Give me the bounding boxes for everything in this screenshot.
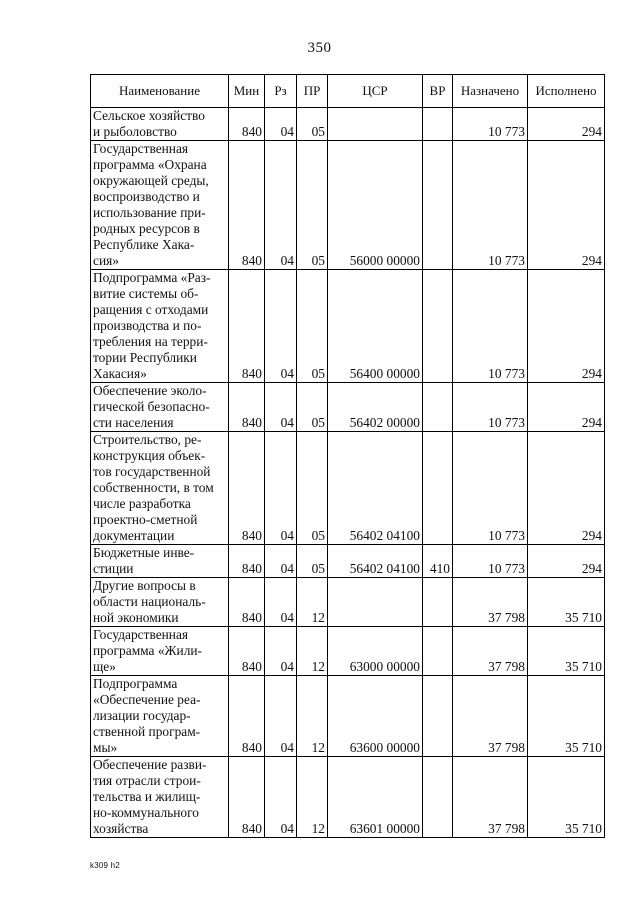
cell-executed: 294	[528, 383, 605, 432]
cell-executed: 35 710	[528, 676, 605, 757]
cell-min: 840	[229, 627, 265, 676]
cell-assigned: 37 798	[453, 578, 528, 627]
table-body	[91, 108, 605, 838]
cell-name: Подпрограмма «Раз- витие системы об- ращения с отходами производства и по- требления на терри- тории Республики Хакасия»	[91, 270, 229, 383]
cell-pr: 12	[297, 578, 328, 627]
cell-csr: 56402 04100	[328, 432, 423, 545]
cell-name: Бюджетные инве- стиции	[91, 545, 229, 578]
cell-assigned: 10 773	[453, 432, 528, 545]
cell-vr	[423, 676, 453, 757]
cell-assigned: 10 773	[453, 270, 528, 383]
column-header-pr: ПР	[297, 75, 328, 108]
cell-assigned: 37 798	[453, 676, 528, 757]
cell-rz: 04	[265, 270, 297, 383]
table-row	[91, 545, 605, 578]
cell-vr: 410	[423, 545, 453, 578]
cell-min: 840	[229, 270, 265, 383]
cell-rz: 04	[265, 578, 297, 627]
page-number: 350	[307, 40, 332, 56]
cell-min: 840	[229, 545, 265, 578]
column-header-assigned: Назначено	[453, 75, 528, 108]
cell-min: 840	[229, 108, 265, 141]
cell-pr: 05	[297, 108, 328, 141]
cell-executed: 35 710	[528, 627, 605, 676]
cell-name: Строительство, ре- конструкция объек- тов государственной собственности, в том числе разработка проектно-сметной документации	[91, 432, 229, 545]
table-row	[91, 383, 605, 432]
cell-pr: 05	[297, 270, 328, 383]
cell-csr	[328, 578, 423, 627]
cell-name: Обеспечение эколо- гической безопасно- сти населения	[91, 383, 229, 432]
cell-executed: 294	[528, 545, 605, 578]
table-row	[91, 141, 605, 270]
cell-min: 840	[229, 676, 265, 757]
cell-pr: 12	[297, 757, 328, 838]
cell-assigned: 37 798	[453, 627, 528, 676]
cell-pr: 05	[297, 545, 328, 578]
cell-vr	[423, 627, 453, 676]
cell-rz: 04	[265, 757, 297, 838]
cell-vr	[423, 578, 453, 627]
cell-vr	[423, 757, 453, 838]
cell-rz: 04	[265, 141, 297, 270]
cell-name: Подпрограмма «Обеспечение реа- лизации государ- ственной програм- мы»	[91, 676, 229, 757]
cell-rz: 04	[265, 545, 297, 578]
cell-executed: 294	[528, 432, 605, 545]
cell-csr: 63600 00000	[328, 676, 423, 757]
cell-min: 840	[229, 141, 265, 270]
cell-executed: 35 710	[528, 757, 605, 838]
table-row	[91, 627, 605, 676]
cell-rz: 04	[265, 676, 297, 757]
budget-table	[90, 74, 605, 838]
column-header-vr: ВР	[423, 75, 453, 108]
column-header-csr: ЦСР	[328, 75, 423, 108]
cell-rz: 04	[265, 432, 297, 545]
cell-csr: 56000 00000	[328, 141, 423, 270]
cell-name: Обеспечение разви- тия отрасли строи- тельства и жилищ- но-коммунального хозяйства	[91, 757, 229, 838]
cell-min: 840	[229, 383, 265, 432]
cell-executed: 294	[528, 141, 605, 270]
column-header-rz: Рз	[265, 75, 297, 108]
cell-executed: 294	[528, 108, 605, 141]
cell-name: Государственная программа «Охрана окружающей среды, воспроизводство и использование при- родных ресурсов в Республике Хака- сия»	[91, 141, 229, 270]
table-row	[91, 432, 605, 545]
column-header-executed: Исполнено	[528, 75, 605, 108]
cell-csr: 63000 00000	[328, 627, 423, 676]
budget-table-container	[90, 74, 605, 838]
cell-name: Государственная программа «Жили- ще»	[91, 627, 229, 676]
cell-executed: 294	[528, 270, 605, 383]
cell-pr: 05	[297, 432, 328, 545]
cell-pr: 05	[297, 141, 328, 270]
cell-name: Сельское хозяйство и рыболовство	[91, 108, 229, 141]
cell-rz: 04	[265, 108, 297, 141]
cell-vr	[423, 383, 453, 432]
cell-vr	[423, 141, 453, 270]
cell-assigned: 10 773	[453, 545, 528, 578]
cell-rz: 04	[265, 383, 297, 432]
cell-assigned: 10 773	[453, 108, 528, 141]
table-header-row	[91, 75, 605, 108]
cell-csr: 63601 00000	[328, 757, 423, 838]
cell-vr	[423, 270, 453, 383]
cell-csr: 56402 00000	[328, 383, 423, 432]
table-row	[91, 676, 605, 757]
column-header-min: Мин	[229, 75, 265, 108]
cell-executed: 35 710	[528, 578, 605, 627]
footer-document-code: k309 h2	[90, 861, 120, 870]
table-row	[91, 108, 605, 141]
cell-vr	[423, 108, 453, 141]
cell-min: 840	[229, 757, 265, 838]
cell-assigned: 10 773	[453, 383, 528, 432]
cell-min: 840	[229, 432, 265, 545]
cell-assigned: 10 773	[453, 141, 528, 270]
table-row	[91, 270, 605, 383]
table-row	[91, 757, 605, 838]
cell-csr	[328, 108, 423, 141]
table-row	[91, 578, 605, 627]
cell-pr: 12	[297, 627, 328, 676]
cell-min: 840	[229, 578, 265, 627]
cell-pr: 05	[297, 383, 328, 432]
cell-assigned: 37 798	[453, 757, 528, 838]
cell-csr: 56400 00000	[328, 270, 423, 383]
cell-csr: 56402 04100	[328, 545, 423, 578]
cell-rz: 04	[265, 627, 297, 676]
column-header-name: Наименование	[91, 75, 229, 108]
cell-pr: 12	[297, 676, 328, 757]
cell-vr	[423, 432, 453, 545]
cell-name: Другие вопросы в области националь- ной экономики	[91, 578, 229, 627]
